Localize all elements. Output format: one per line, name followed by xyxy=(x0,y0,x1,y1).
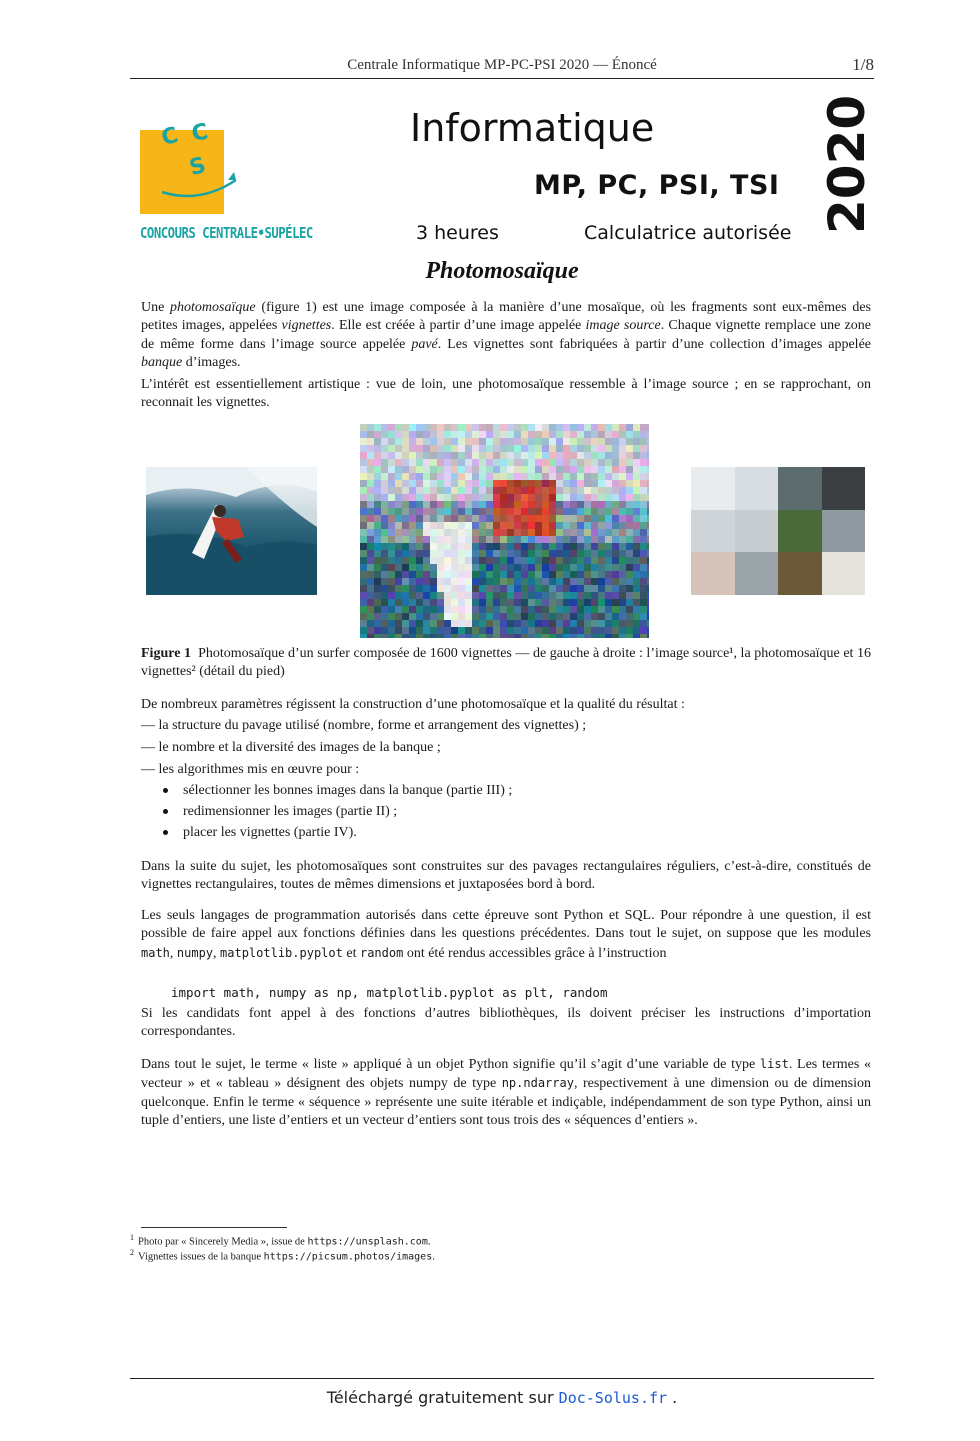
intro-paragraph-1: Une photomosaïque (figure 1) est une image composée à la manière d’une mosaïque, où les fragments sont eux-mêmes des petites images, appelées vignettes. Elle est créée à partir d’une image appelée image source. Chaque vignette remplace une zone de même forme dans l’image source appelée pavé. Les vignettes sont fabriquées à partir d’une collection d’images appelée banque d’images. xyxy=(141,300,871,370)
paragraph-pavage: Dans la suite du sujet, les photomosaïques sont construites sur des pavages rectangulaires réguliers, c’est-à-dire, constitués de vignettes rectangulaires, toutes de mêmes dimensions et juxtaposées bord à bord. xyxy=(141,859,871,893)
paragraph-terms: Dans tout le sujet, le terme « liste » appliqué à un objet Python signifie qu’il s’agit d’une variable de type list. Les termes « vecteur » et « tableau » désignent des objets numpy de type np.ndarray, respectivement à une dimension ou de dimension quelconque. Enfin le terme « séquence » représente une suite itérable et indiçable, indépendamment de son type Python, ainsi un tuple d’entiers, une liste d’entiers et un vecteur d’entiers sont tous trois des « séquences d’entiers ». xyxy=(141,1057,872,1128)
intro-paragraph-2: L’intérêt est essentiellement artistique : vue de loin, une photomosaïque ressemble à l’image source ; en se rapprochant, on reconnait les vignettes. xyxy=(141,377,871,411)
paragraph-other-libs: Si les candidats font appel à des fonctions d’autres bibliothèques, ils doivent préciser les instructions d’importation correspondantes. xyxy=(141,1006,871,1040)
footer-rule xyxy=(130,1378,874,1379)
bullet-item: redimensionner les images (partie II) ; xyxy=(163,804,397,820)
duration: 3 heures xyxy=(416,222,499,244)
source-image xyxy=(146,467,317,595)
paragraph-languages: Les seuls langages de programmation autorisés dans cette épreuve sont Python et SQL. Pour répondre à une question, il est possible de faire appel aux fonctions définies dans les questions précédentes. Dans tout le sujet, on suppose que les modules math, numpy, matplotlib.pyplot et random ont été rendus accessibles grâce à l’instruction xyxy=(141,908,871,961)
footnote-2: $^2$ Vignettes issues de la banque https://picsum.photos/images. xyxy=(130,1248,435,1263)
logo-letter-c2: C xyxy=(189,119,211,147)
page-number: 1/8 xyxy=(852,55,874,74)
calculator-note: Calculatrice autorisée xyxy=(584,222,792,244)
import-code: import math, numpy as np, matplotlib.pyplot as plt, random xyxy=(171,985,608,1000)
subject-title: Informatique xyxy=(410,106,655,150)
footer: Téléchargé gratuitement sur Doc-Solus.fr . xyxy=(326,1388,678,1407)
figure-label: Figure 1 xyxy=(141,646,191,661)
logo-letter-c1: C xyxy=(158,122,181,152)
dash-item: — les algorithmes mis en œuvre pour : xyxy=(141,762,360,777)
footnote-1: $^1$ Photo par « Sincerely Media », issue de https://unsplash.com. xyxy=(130,1233,431,1248)
bullet-item: sélectionner les bonnes images dans la banque (partie III) ; xyxy=(163,783,512,799)
params-lead: De nombreux paramètres régissent la construction d’une photomosaïque et la qualité du résultat : xyxy=(141,697,685,712)
vignettes-grid xyxy=(691,467,865,595)
bullet-item: placer les vignettes (partie IV). xyxy=(163,825,357,841)
logo-text: CONCOURS CENTRALE•SUPÉLEC xyxy=(140,224,313,242)
running-title: Centrale Informatique MP-PC-PSI 2020 — Énoncé xyxy=(347,57,657,73)
bullet-icon xyxy=(163,830,168,835)
bullet-icon xyxy=(163,788,168,793)
centrale-supelec-logo xyxy=(140,110,250,220)
photomosaic-image xyxy=(360,424,649,638)
doc-solus-link[interactable]: Doc-Solus.fr xyxy=(558,1389,668,1407)
document-title: Photomosaïque xyxy=(425,258,579,284)
footnote-rule xyxy=(141,1227,287,1228)
running-header xyxy=(130,54,874,79)
dash-item: — le nombre et la diversité des images de la banque ; xyxy=(141,740,441,755)
bullet-icon xyxy=(163,809,168,814)
exam-year: 2020 xyxy=(818,94,876,234)
figure-caption: Figure 1 Photomosaïque d’un surfer composée de 1600 vignettes — de gauche à droite : l’image source¹, la photomosaïque et 16 vignettes² (détail du pied) xyxy=(141,646,872,680)
logo-letter-s: S xyxy=(186,152,209,182)
dash-item: — la structure du pavage utilisé (nombre, forme et arrangement des vignettes) ; xyxy=(141,718,587,733)
streams: MP, PC, PSI, TSI xyxy=(534,170,780,201)
